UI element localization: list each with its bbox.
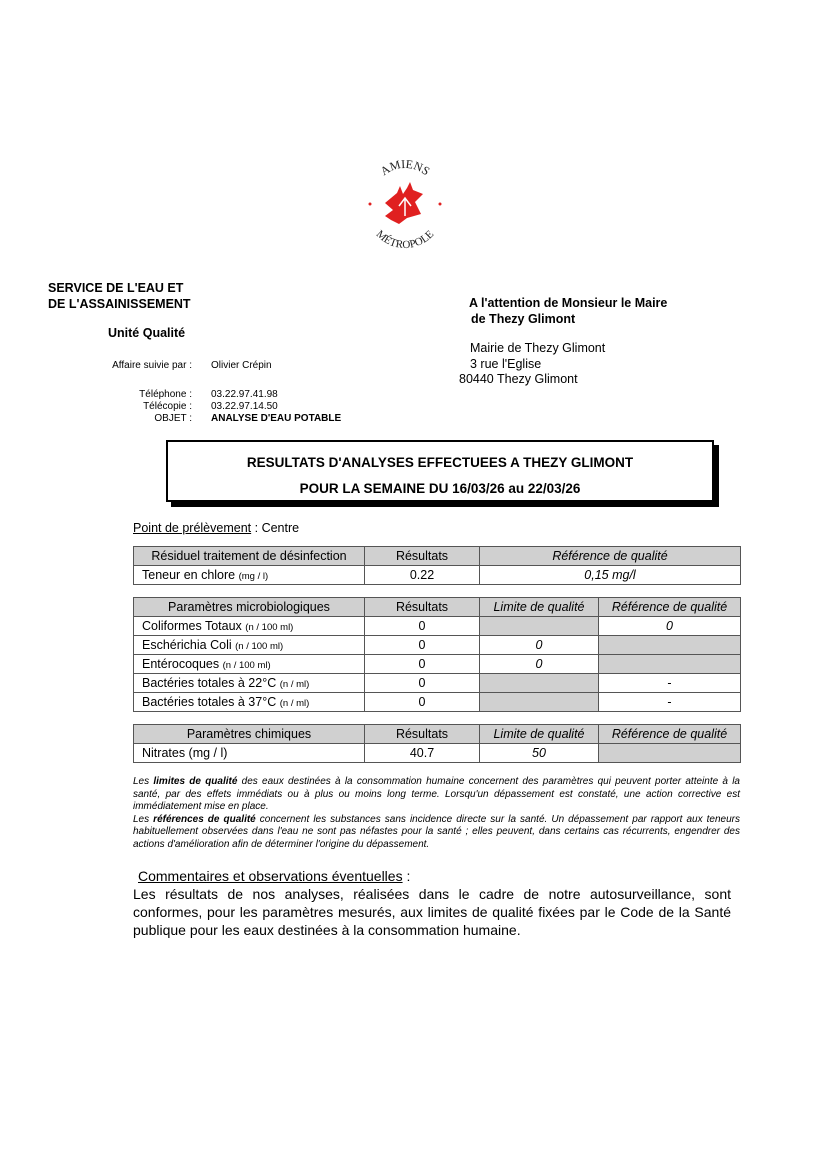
param-unit: (n / ml)	[279, 679, 310, 690]
amiens-metropole-logo	[355, 158, 455, 253]
table-header-row	[134, 725, 741, 744]
note-bold-term: limites de qualité	[153, 776, 238, 787]
result-cell: 0	[365, 693, 480, 712]
header-cell: Résiduel traitement de désinfection	[134, 547, 365, 566]
limit-cell-empty	[480, 693, 599, 712]
param-name: Coliformes Totaux	[142, 619, 242, 633]
limit-cell: 0	[480, 636, 599, 655]
param-name: Bactéries totales à 22°C	[142, 676, 277, 690]
note-text: des eaux destinées à la consommation humaine concernent des paramètres qui peuvent porter atteinte à la santé, par des effets immédiats ou à plus ou moins long terme. Lorsqu'un dépassement est constaté, une action corrective est immédiatement mise en place.	[133, 776, 740, 813]
header-cell: Paramètres microbiologiques	[134, 598, 365, 617]
report-title-line-1: RESULTATS D'ANALYSES EFFECTUEES A THEZY GLIMONT	[246, 455, 634, 470]
attention-line-2: de Thezy Glimont	[471, 312, 576, 326]
fax-value: 03.22.97.14.50	[211, 401, 278, 412]
limit-cell: 50	[480, 744, 599, 763]
param-name: Bactéries totales à 37°C	[142, 695, 277, 709]
param-unit: (mg / l)	[238, 571, 269, 582]
unit-name: Unité Qualité	[108, 326, 186, 340]
param-cell	[134, 566, 365, 585]
param-unit: (n / 100 ml)	[245, 622, 294, 633]
table-row	[134, 693, 741, 712]
result-cell: 0	[365, 617, 480, 636]
reference-cell-empty	[599, 655, 741, 674]
note-bold-term: références de qualité	[153, 813, 256, 825]
phone-label: Téléphone :	[139, 389, 192, 400]
object-label: OBJET :	[154, 413, 192, 424]
report-title-box	[166, 440, 714, 502]
microbiological-table	[133, 597, 741, 712]
service-line-2: DE L'ASSAINISSEMENT	[48, 297, 191, 311]
param-cell: Nitrates (mg / l)	[134, 744, 365, 763]
header-cell: Référence de qualité	[599, 725, 741, 744]
param-name: Entérocoques	[142, 657, 220, 671]
param-cell	[134, 617, 365, 636]
param-unit: (n / ml)	[279, 698, 310, 709]
table-row	[134, 636, 741, 655]
header-cell: Résultats	[365, 598, 480, 617]
header-cell: Référence de qualité	[599, 598, 741, 617]
table-row	[134, 566, 741, 585]
param-cell	[134, 693, 365, 712]
reference-cell: 0,15 mg/l	[480, 566, 741, 585]
object-value: ANALYSE D'EAU POTABLE	[211, 413, 342, 424]
note-references	[133, 814, 740, 852]
param-unit: (n / 100 ml)	[235, 641, 284, 652]
reference-cell: 0	[599, 617, 741, 636]
chemical-table	[133, 724, 741, 763]
result-cell: 0.22	[365, 566, 480, 585]
svg-text:MÉTROPOLE: MÉTROPOLE	[373, 228, 437, 252]
limit-cell: 0	[480, 655, 599, 674]
table-row	[134, 674, 741, 693]
recipient-attention	[469, 295, 667, 327]
disinfection-table	[133, 546, 741, 585]
result-cell: 40.7	[365, 744, 480, 763]
note-prefix: Les	[133, 813, 154, 825]
sampling-point-label: Point de prélèvement	[133, 521, 252, 535]
result-cell: 0	[365, 636, 480, 655]
header-cell: Référence de qualité	[480, 547, 741, 566]
phone-value: 03.22.97.41.98	[211, 389, 278, 400]
reference-cell: -	[599, 693, 741, 712]
service-name	[48, 280, 191, 312]
param-cell	[134, 636, 365, 655]
svg-text:AMIENS: AMIENS	[377, 158, 433, 179]
address-line-2: 3 rue l'Eglise	[470, 357, 542, 371]
table-header-row	[134, 598, 741, 617]
header-cell: Limite de qualité	[480, 598, 599, 617]
sampling-point-separator: :	[251, 521, 262, 535]
limit-cell-empty	[480, 617, 599, 636]
param-name: Eschérichia Coli	[142, 638, 232, 652]
table-row	[134, 744, 741, 763]
param-cell	[134, 655, 365, 674]
limit-cell-empty	[480, 674, 599, 693]
sampling-point	[133, 521, 299, 535]
param-cell	[134, 674, 365, 693]
note-text: concernent les substances sans incidence directe sur la santé. Un dépassement par rapport aux teneurs habituellement observées dans l'eau ne sont pas néfastes pour la santé ; elles peuvent, dans certains cas récurrents, engendrer des actions d'amélioration afin de déterminer l'origine du dépassement.	[133, 813, 740, 850]
note-prefix: Les	[133, 776, 154, 787]
result-cell: 0	[365, 655, 480, 674]
comments-heading-suffix: :	[402, 868, 411, 884]
quality-notes	[133, 776, 740, 852]
table-row	[134, 655, 741, 674]
reference-cell: -	[599, 674, 741, 693]
report-title-line-2: POUR LA SEMAINE DU 16/03/26 au 22/03/26	[299, 481, 581, 496]
header-cell: Limite de qualité	[480, 725, 599, 744]
table-header-row	[134, 547, 741, 566]
logo-emblem-icon	[355, 158, 455, 253]
attention-line-1: A l'attention de Monsieur le Maire	[469, 296, 668, 310]
header-cell: Résultats	[365, 547, 480, 566]
address-line-1: Mairie de Thezy Glimont	[470, 341, 606, 355]
comments-heading	[138, 868, 410, 884]
service-line-1: SERVICE DE L'EAU ET	[48, 281, 184, 295]
followed-by-value: Olivier Crépin	[211, 360, 272, 371]
param-name: Teneur en chlore	[142, 568, 236, 582]
header-cell: Paramètres chimiques	[134, 725, 365, 744]
reference-cell-empty	[599, 744, 741, 763]
param-unit: (n / 100 ml)	[222, 660, 271, 671]
comments-heading-text: Commentaires et observations éventuelles	[138, 868, 403, 884]
result-cell: 0	[365, 674, 480, 693]
note-limits	[133, 776, 740, 814]
fax-label: Télécopie :	[143, 401, 192, 412]
header-cell: Résultats	[365, 725, 480, 744]
address-line-3: 80440 Thezy Glimont	[459, 372, 578, 386]
comments-body: Les résultats de nos analyses, réalisées dans le cadre de notre autosurveillance, sont conformes, pour les paramètres mesurés, aux limites de qualité fixées par le Code de la Santé publique pour les eaux destinées à la consommation humaine.	[133, 886, 731, 938]
table-row	[134, 617, 741, 636]
followed-by-label: Affaire suivie par :	[112, 360, 192, 371]
sampling-point-value: Centre	[261, 521, 300, 535]
reference-cell-empty	[599, 636, 741, 655]
